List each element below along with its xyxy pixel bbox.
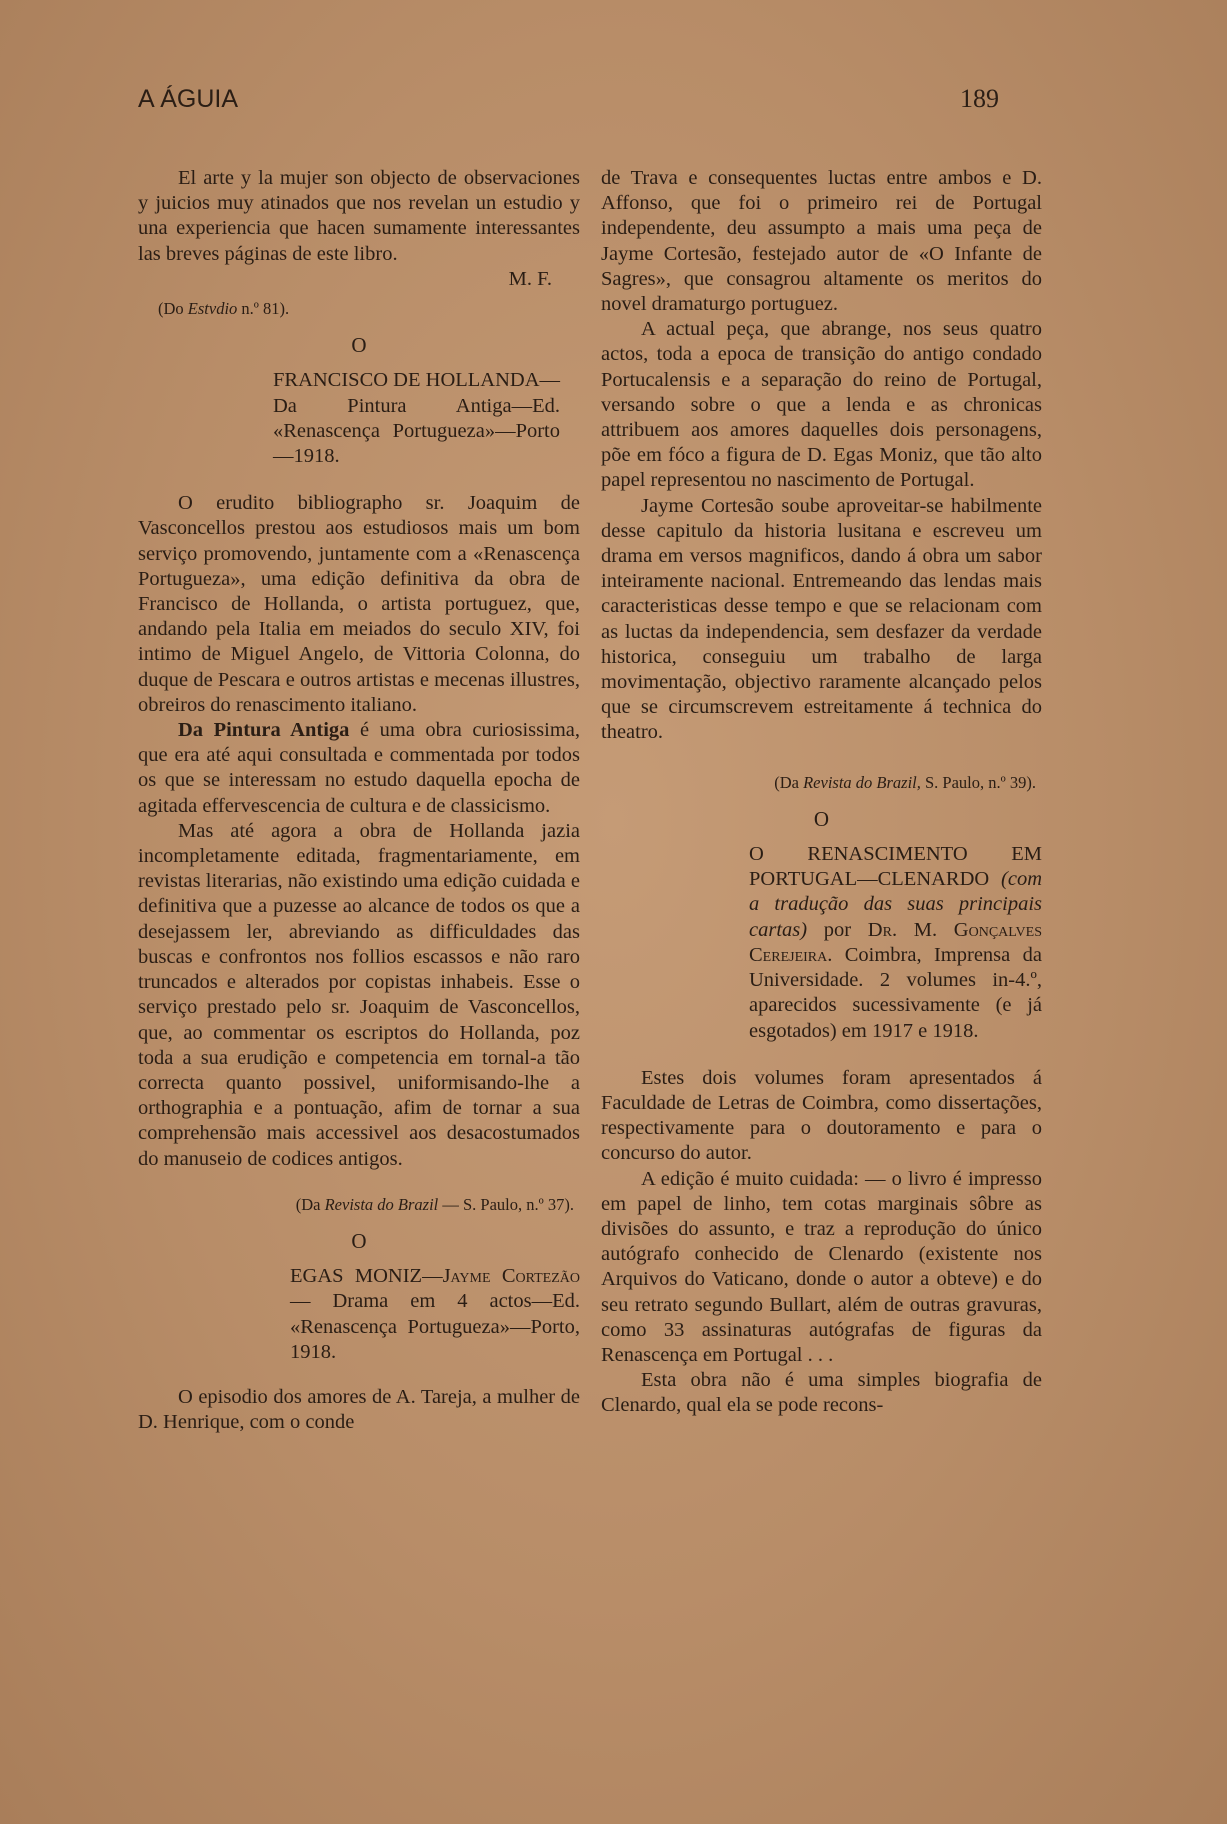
review-paragraph: O episodio dos amores de A. Tareja, a mulher de D. Henrique, com o conde (138, 1385, 580, 1434)
review-paragraph: El arte y la mujer son objecto de observaciones y juicios muy atinados que nos revelan un estudio y una experiencia que hacen sumamente interessantes las breves páginas de este libro. (138, 167, 580, 265)
source-citation: (Da Revista do Brazil — S. Paulo, n.º 37). (295, 1194, 574, 1214)
source-citation: (Da Revista do Brazil, S. Paulo, n.º 39). (774, 772, 1036, 792)
left-column (138, 166, 580, 1435)
page-number: 189 (960, 84, 999, 113)
review-paragraph: O erudito bibliographo sr. Joaquim de Vasconcellos prestou aos estudiosos mais um bom serviço promovendo, juntamente com a «Renascença Portugueza», uma edição definitiva da obra de Francisco de Hollanda, o artista portuguez, que, andando pela Italia em meiados do seculo XIV, foi intimo de Miguel Angelo, de Vittoria Colonna, do duque de Pescara e outros artistas e mecenas illustres, obreiros do renascimento italiano. (138, 492, 580, 716)
right-column (601, 166, 1042, 1419)
review-paragraph: Mas até agora a obra de Hollanda jazia incompletamente editada, fragmentariamente, em revistas literarias, não existindo uma edição cuidada e definitiva que a puzesse ao alcance de todos os que a desejassem ler, abreviando as difficuldades das buscas e confrontos nos follios escassos e não raro truncados e alterados por copistas inhabeis. Esse o serviço prestado pelo sr. Joaquim de Vasconcellos, que, ao commentar os escriptos do Hollanda, poz toda a sua erudição e competencia em tornal-a tão correcta quanto possivel, uniformisando-lhe a orthographia e a pontuação, afim de tornar a sua comprehensão mais accessivel aos desacostumados do manuseio de codices antigos. (138, 819, 580, 1170)
review-paragraph: Estes dois volumes foram apresentados á Faculdade de Letras de Coimbra, como dissertações, respectivamente para o doutoramento e para o concurso do autor. (601, 1066, 1042, 1165)
section-mark: O (351, 1228, 367, 1253)
review-paragraph: Jayme Cortesão soube aproveitar-se habilmente desse capitulo da historia lusitana e escreveu um drama em versos magnificos, dando á obra um sabor inteiramente nacional. Entremeando das lendas mais caracteristicas desse tempo e que se relacionam com as luctas da independencia, sem desfazer da verdade historica, conseguiu um trabalho de larga movimentação, objectivo raramente alcançado pelos que se circumscrevem estreitamente á technica do theatro. (601, 494, 1042, 744)
section-mark: O (351, 333, 367, 358)
section-mark: O (813, 806, 830, 831)
book-heading: EGAS MONIZ—Jayme Cortezão — Drama em 4 actos—Ed. «Renascença Portugueza»—Porto, 1918. (290, 1265, 580, 1363)
review-paragraph: Esta obra não é uma simples biografia de Clenardo, qual ela se pode recons- (601, 1369, 1042, 1417)
running-head (138, 84, 999, 114)
review-paragraph: A edição é muito cuidada: — o livro é impresso em papel de linho, tem cotas marginais sôbre as divisões do assunto, e traz a reprodução do único autógrafo conhecido de Clenardo (existente nos Arquivos do Vaticano, donde o autor a obteve) e do seu retrato segundo Bullart, além de outras gravuras, como 33 assinaturas autógrafas de figuras da Renascença em Portugal . . . (601, 1167, 1042, 1366)
review-paragraph: de Trava e consequentes luctas entre ambos e D. Affonso, que foi o primeiro rei de Portugal independente, deu assumpto a mais uma peça de Jayme Cortesão, festejado autor de «O Infante de Sagres», que consagrou altamente os meritos do novel dramaturgo portuguez. (601, 167, 1042, 316)
source-citation: (Do Estvdio n.º 81). (158, 299, 290, 319)
review-paragraph: A actual peça, que abrange, nos seus quatro actos, toda a epoca de transição do antigo condado Portucalensis e a separação do reino de Portugal, versando sobre o que a lenda e as chronicas attribuem aos amores daquelles dois personagens, põe em fóco a figura de D. Egas Moniz, que tão alto papel representou no nascimento de Portugal. (601, 318, 1042, 492)
book-heading: FRANCISCO DE HOLLANDA—Da Pintura Antiga—Ed. «Renascença Portugueza»—Porto—1918. (273, 369, 561, 468)
reviewer-signature: M. F. (508, 267, 552, 290)
journal-title: A ÁGUIA (138, 85, 239, 113)
book-heading: O RENASCIMENTO EM PORTUGAL—CLENARDO (com a tradução das suas principais cartas) por Dr. M. Gonçalves Cerejeira. Coimbra, Imprensa da Universidade. 2 volumes in-4.º, aparecidos sucessivamente (e já esgotados) em 1917 e 1918. (749, 843, 1042, 1042)
review-paragraph: Da Pintura Antiga é uma obra curiosissima, que era até aqui consultada e commentada por todos os que se interessam no estudo daquella epocha de agitada effervescencia de cultura e de classicismo. (138, 719, 580, 817)
